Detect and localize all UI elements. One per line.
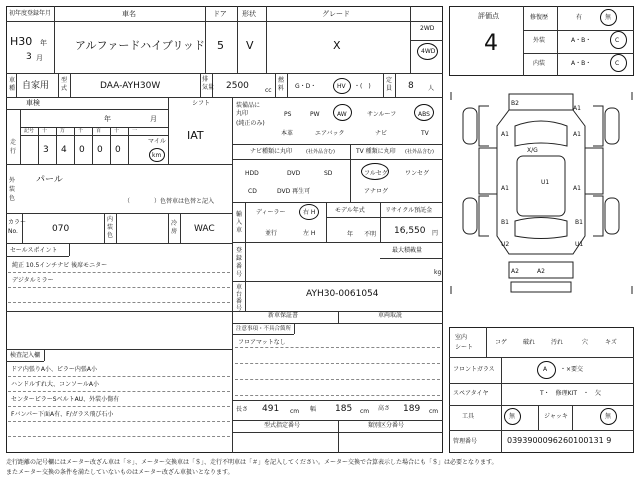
mileage-digit: 0 <box>115 145 121 155</box>
diagram-code-u1: U1 <box>541 179 550 186</box>
mileage-digit-label: 万 <box>60 128 66 134</box>
recycle-unit: 円 <box>432 230 439 237</box>
diagram-code-a2-b: A2 <box>511 268 519 275</box>
shift: IAT <box>187 129 204 142</box>
grade: X <box>333 39 341 52</box>
spare-items: T・ 修理KIT ・ 欠 <box>540 390 602 397</box>
height-label: 高さ <box>378 405 391 412</box>
diagram-code-a1-d: A1 <box>573 185 581 192</box>
type-no-label: 型式指定番号 <box>264 422 301 429</box>
mileage-digit: 4 <box>61 145 67 155</box>
inspector-line-2: ハンドルすれ大、コンソールA小 <box>11 381 99 388</box>
inspection-year: 年 <box>104 115 111 123</box>
int-opts: A・B・ <box>571 60 592 67</box>
diagram-code-a1-c: A1 <box>501 185 509 192</box>
inspector-label: 検査記入欄 <box>10 352 41 359</box>
color-no-label: カラー No. <box>8 219 27 235</box>
shape-label: 形状 <box>242 10 256 18</box>
mileage-digit-label: 百 <box>96 128 102 134</box>
mileage-unit-km: km <box>152 152 162 159</box>
diagram-code-b1-b: B1 <box>575 219 583 226</box>
manage-value: 0393900096260100131 9 <box>507 436 612 445</box>
sheet-kizu: キズ <box>605 339 617 346</box>
model-name: アルファードハイブリッド <box>75 39 205 52</box>
equip-leather: 本革 <box>281 130 294 137</box>
equip-abs: ABS <box>418 111 430 118</box>
chassis-label: 車 台 番 号 <box>236 284 243 312</box>
sheet-ana: 穴 <box>582 339 589 346</box>
equip-ps: PS <box>284 111 292 118</box>
grade-label: グレード <box>322 10 350 18</box>
color-no: 070 <box>52 224 70 234</box>
mileage-digit: 3 <box>43 145 49 155</box>
sheet-yogore: 汚れ <box>551 339 564 346</box>
warranty-new: 新車保証書 <box>268 312 299 319</box>
first-reg-label: 初年度登録年月 <box>9 10 52 17</box>
inspector-line-1: ドア内張りA小、ピラー内張A小 <box>11 366 98 373</box>
shift-label: シフト <box>192 100 211 107</box>
warranty-manual: 車両取説 <box>378 312 403 319</box>
height-value: 189 <box>403 404 421 414</box>
model-year-year: 年 <box>347 231 354 238</box>
ext-selected: C <box>615 37 620 44</box>
interior-color-label: 内 装 色 <box>107 216 114 239</box>
import-right-handle: 右 H <box>303 209 316 216</box>
door-label: ドア <box>213 10 227 18</box>
month-unit: 月 <box>36 54 43 62</box>
class-no-label: 類別区分番号 <box>368 422 405 429</box>
int-selected: C <box>615 60 620 67</box>
recycle-label: リサイクル預託金 <box>385 207 433 214</box>
repair-label: 修復歴 <box>530 14 549 21</box>
tools-value: 無 <box>509 413 516 420</box>
displacement: 2500 <box>226 81 249 91</box>
score-label: 評価点 <box>478 12 499 20</box>
model-year-unknown: 不明 <box>364 231 377 238</box>
recycle-value: 16,550 <box>394 226 426 236</box>
length-unit: cm <box>290 408 300 415</box>
mileage-digit-label: 千 <box>78 128 84 134</box>
chassis-value: AYH30-0061054 <box>306 289 379 299</box>
cooler: WAC <box>194 224 215 234</box>
length-label: 長さ <box>236 406 249 413</box>
manage-label: 管理番号 <box>453 438 478 445</box>
sheet-koge: コゲ <box>495 339 508 346</box>
tools-label: 工具 <box>462 413 475 420</box>
height-unit: cm <box>429 408 439 415</box>
capacity-label: 定 員 <box>386 77 393 92</box>
repair-opts: 有 <box>576 14 583 21</box>
doors: 5 <box>217 39 224 52</box>
model-year-label: モデル年式 <box>335 207 365 214</box>
notes-line-1: フロアマットなし <box>238 339 286 346</box>
model-name-label: 車名 <box>122 10 136 18</box>
mileage-digit-label: 十 <box>42 128 48 134</box>
jack-value: 無 <box>605 413 612 420</box>
shape: V <box>246 39 254 52</box>
front-glass-selected: A <box>543 366 548 373</box>
footer-line-1: 走行距離の記号欄にはメーター改ざん車は「＊」、メーター交換車は「＄」、走行不明車は「＃」を記入してください。メーター交換で合算表示した場合にも「＄」は必要となります。 <box>6 459 498 466</box>
exterior-note: （ ）色替車は色替と記入 <box>124 198 215 205</box>
equip-aw: AW <box>337 111 347 118</box>
diagram-code-a1-e: A1 <box>573 105 581 112</box>
usage-label: 車 種 <box>9 77 16 92</box>
navi-dvd-play: DVD 再生可 <box>277 188 311 195</box>
notes-label: 注意事項・不具合箇所 <box>236 326 292 332</box>
mileage-digit-label: 十 <box>114 128 120 134</box>
mileage-digit: 0 <box>97 145 103 155</box>
fuel-other: ・( ) <box>354 83 371 90</box>
spare-label: スペアタイヤ <box>453 390 489 397</box>
mileage-digit-label: 一 <box>132 128 138 134</box>
diagram-code-a2-a: A2 <box>537 268 545 275</box>
import-label: 輸 入 車 <box>236 211 243 234</box>
import-parallel: 並行 <box>265 230 278 237</box>
equipment-sub: (純正のみ) <box>236 120 265 127</box>
diagram-code-u2: U2 <box>501 241 510 248</box>
navi-hdd: HDD <box>245 170 259 177</box>
import-dealer: ディーラー <box>256 209 286 216</box>
diagram-code-a1-a: A1 <box>501 131 509 138</box>
sales-point-1: 純正 10.5インチナビ 後席モニター <box>12 262 108 269</box>
capacity: 8 <box>408 81 414 91</box>
ext-label: 外装 <box>533 37 546 44</box>
inspection-label: 車検 <box>26 99 40 107</box>
repair-selected: 無 <box>605 14 612 21</box>
navi-title-sub: (社外品含む) <box>306 149 335 155</box>
width-unit: cm <box>360 408 370 415</box>
diagram-code-xg: X/G <box>527 147 538 154</box>
type: DAA-AYH30W <box>100 81 161 91</box>
diagram-code-a1-b: A1 <box>573 131 581 138</box>
equip-sunroof: サンルーフ <box>367 111 397 118</box>
import-left-handle: 左 H <box>303 230 316 237</box>
front-glass-other: ・×要交 <box>560 366 584 373</box>
car-damage-diagram <box>449 86 634 316</box>
exterior-label: 外 装 色 <box>9 177 16 202</box>
equip-tv: TV <box>421 130 429 137</box>
usage: 自家用 <box>22 81 50 91</box>
year-unit: 年 <box>40 39 47 47</box>
length-value: 491 <box>262 404 280 414</box>
ext-opts: A・B・ <box>571 37 592 44</box>
fuel-options: G・D・ <box>295 83 317 90</box>
diagram-code-b2: B2 <box>511 100 519 107</box>
diagram-code-u1-b: U1 <box>575 241 584 248</box>
tv-analog: アナログ <box>364 188 389 195</box>
tv-oneseg: ワンセグ <box>405 170 430 177</box>
navi-dvd: DVD <box>287 170 301 177</box>
drive-label: 2WD <box>420 25 435 32</box>
type-label: 型 式 <box>61 77 68 92</box>
width-value: 185 <box>335 404 353 414</box>
footer-line-2: またメーター交換の条件を満たしていないものはメーター改ざん車扱いとなります。 <box>6 469 234 476</box>
sales-points-label: セールスポイント <box>10 247 58 254</box>
equip-airbag: エアバック <box>315 130 345 137</box>
tv-fullseg: フルセグ <box>364 170 388 177</box>
navi-sd: SD <box>324 170 333 177</box>
max-load-label: 最大積載量 <box>392 247 423 254</box>
inspector-line-3: センターピラーSベルトAU、外装小傷有 <box>11 396 120 403</box>
mileage-digit-label: 記号 <box>24 128 35 134</box>
mileage-label: 走 行 <box>10 139 17 155</box>
displacement-label: 排 気量 <box>202 76 215 91</box>
exterior-color: パール <box>36 175 63 185</box>
inspection-month: 月 <box>150 115 157 123</box>
sheet-yabure: 破れ <box>523 339 536 346</box>
drive-value: 4WD <box>421 48 436 55</box>
max-load-unit: kg <box>434 269 442 276</box>
tv-title: TV 種類に丸印 <box>356 148 396 155</box>
jack-label: ジャッキ <box>544 413 568 420</box>
reg-no-label: 登 録 番 号 <box>236 247 243 278</box>
displacement-unit: cc <box>265 87 272 94</box>
equipment-label: 装備品に 丸印 <box>236 102 261 117</box>
navi-title: ナビ種類に丸印 <box>250 148 293 155</box>
equip-pw: PW <box>310 111 320 118</box>
sales-point-2: デジタルミラー <box>12 277 54 284</box>
first-reg-month: 3 <box>26 52 32 62</box>
capacity-unit: 人 <box>428 85 435 92</box>
mileage-unit-mile: マイル <box>148 138 166 145</box>
equip-navi: ナビ <box>375 130 388 137</box>
first-reg-year: H30 <box>10 35 33 48</box>
front-glass-label: フロントガラス <box>453 366 495 373</box>
width-label: 幅 <box>310 406 317 413</box>
navi-cd: CD <box>248 188 257 195</box>
tv-title-sub: (社外品含む) <box>405 149 434 155</box>
interior-sheet-label: 室内 シート <box>455 334 474 351</box>
diagram-code-b1-a: B1 <box>501 219 509 226</box>
mileage-digit: 0 <box>79 145 85 155</box>
cooler-label: 冷 房 <box>171 220 178 235</box>
fuel-selected: HV <box>337 83 346 90</box>
int-label: 内装 <box>533 60 546 67</box>
score-value: 4 <box>484 31 498 56</box>
inspector-line-4: Fバンパー下面A有、F/ガラス飛び石小 <box>11 411 114 418</box>
fuel-label: 燃 料 <box>278 77 285 92</box>
